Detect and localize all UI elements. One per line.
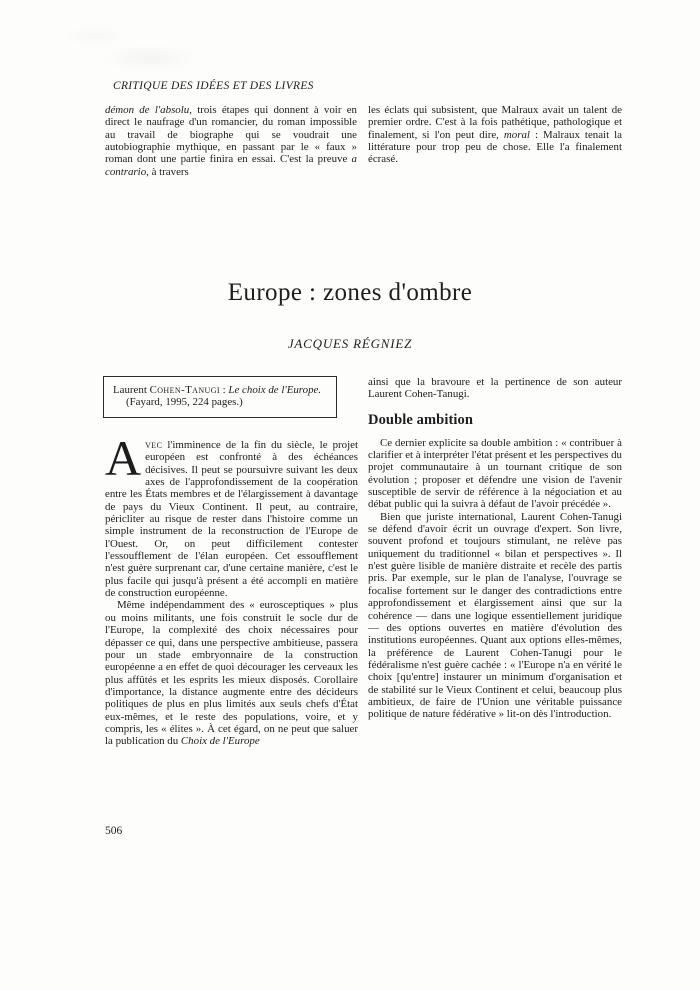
article-author: JACQUES RÉGNIEZ <box>287 336 413 351</box>
smallcaps-lead: vec <box>145 439 163 451</box>
running-head: CRITIQUE DES IDÉES ET DES LIVRES <box>113 80 314 92</box>
paragraph: Ce dernier explicite sa double ambition : « contribuer à clarifier et à interpréter l'état présent et les perspectives du projet communautaire à un tournant critique de son évolution ; proposer et défendre une vision de l'avenir susceptible de servir de référence à la négociation et au débat public qui la suivra à défaut de l'avoir précédée ». <box>368 436 622 511</box>
text-segment: l'imminence de la fin du siècle, le projet européen est confronté à des échéances décisives. Il peut se poursuivre suivant les deux axes de l'approfondissement de la coopération entre les États membres et de l'élargissement à davantage de pays du Vieux Continent. Il peut, au contraire, péricliter au risque de rester dans l'histoire comme un simple instrument de la reconstruction de l'Europe de l'Ouest. Or, on peut difficilement contester l'essoufflement de l'élan européen. Cet essoufflement n'est guère surprenant car, d'une certaine manière, c'est le plus facile qui jusqu'à présent a été accompli en matière de construction européenne. <box>105 439 358 600</box>
text-segment: : <box>219 384 229 396</box>
book-title-italic: Le choix de l'Europe. <box>228 384 322 396</box>
section-heading: Double ambition <box>368 411 474 428</box>
paragraph: ainsi que la bravoure et la pertinence de son auteur Laurent Cohen-Tanugi. <box>368 376 622 401</box>
page-number: 506 <box>105 825 123 837</box>
drop-cap: A <box>105 430 142 486</box>
paragraph: Bien que juriste international, Laurent Cohen-Tanugi se défend d'avoir écrit un ouvrage d'expert. Son livre, souvent profond et toujours stimulant, ne relève pas uniquement du traditionnel « bilan et perspectives ». Il n'est guère lisible de manière distraite et recèle des partis pris. Par exemple, sur le plan de l'analyse, l'ouvrage se focalise fortement sur le danger des contradictions entre approfondissement et élargissement ainsi que sur la cohérence — dans une logique essentiellement juridique — des options ouvertes en matière d'évolution des institutions européennes. Quant aux options elles-mêmes, la préférence de Laurent Cohen-Tanugi pour le fédéralisme n'est guère cachée : « l'Europe n'a en vérité le choix [qu'entre] instaurer un minimum d'organisation et de stabilité sur le Vieux Continent et celui, beaucoup plus ambitieux, de faire de l'Union une véritable puissance politique de nature fédérative » lit-on dès l'introduction. <box>368 510 622 721</box>
prev-article-right-column <box>368 104 622 166</box>
body-right-column <box>368 376 622 721</box>
text-segment: les éclats qui subsistent, que Malraux avait un talent de premier ordre. C'est à la fois pathétique, pathologique et finalement, si l'on peut dire, <box>368 104 622 141</box>
text-segment: (Fayard, 1995, 224 pages.) <box>126 396 243 409</box>
article-title: Europe : zones d'ombre <box>227 279 473 306</box>
italic-text-segment: démon de l'absolu <box>105 104 190 116</box>
book-author-smallcaps: Cohen-Tanugi <box>149 384 220 396</box>
paragraph <box>105 430 358 600</box>
text-segment: Même indépendamment des « eurosceptiques » plus ou moins militants, une fois construit le socle dur de l'Europe, la complexité des choix nécessaires pour dépasser ce qui, dans une perspective ambitieuse, passera pour un stade embryonnaire de la construction européenne a en effet de quoi décourager les cerveaux les plus affûtés et les esprits les mieux disposés. Corollaire d'importance, la distance augmente entre des décideurs politiques de plus en plus limités aux seuls chefs d'État eux-mêmes, et le reste des populations, voire, et y compris, les « élites ». À cet égard, on ne peut que saluer la publication du <box>105 599 358 748</box>
text-segment: , à travers <box>146 165 189 178</box>
prev-article-left-column <box>105 104 357 178</box>
book-reference <box>113 384 327 409</box>
text-segment: : Malraux tenait la littérature pour trop peu de chose. Elle l'a finalement écrasé. <box>368 128 622 166</box>
italic-text-segment: moral <box>503 128 530 141</box>
book-reference-box <box>103 376 337 418</box>
text-segment: Laurent <box>113 384 150 396</box>
paragraph <box>105 599 358 747</box>
body-left-column <box>105 430 358 748</box>
italic-text-segment: Choix de l'Europe <box>180 735 260 748</box>
italic-text-segment: a contrario <box>105 153 357 178</box>
text-segment: , trois étapes qui donnent à voir en direct le naufrage d'un romancier, du roman impossible au travail de biographe qui se voudrait une autobiographie mythique, en passant par le « faux » roman dont une partie finira en essai. C'est la preuve <box>105 104 357 166</box>
